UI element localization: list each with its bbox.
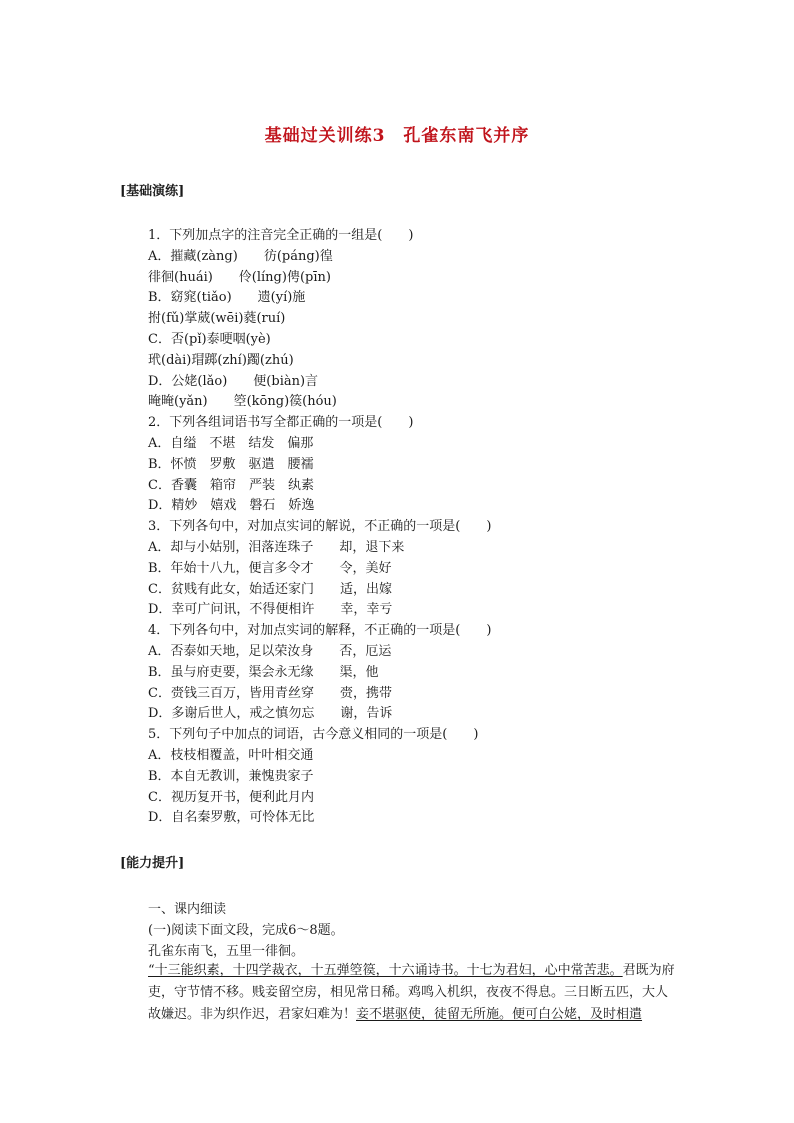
question-2: 2．下列各组词语书写全都正确的一项是( ) [148, 415, 414, 431]
q3-option-b: B．年始十八九，便言多令才 令，美好 [148, 560, 392, 576]
reading-passage [148, 960, 678, 1026]
q1-option-d-cont: 晻晻(yǎn) 箜(kōng)篌(hóu) [148, 394, 337, 410]
q5-option-a: A．枝枝相覆盖，叶叶相交通 [148, 747, 314, 763]
q3-option-c: C．贫贱有此女，始适还家门 适，出嫁 [148, 581, 392, 597]
reading-opening-line: 孔雀东南飞，五里一徘徊。 [148, 943, 305, 959]
reading-heading: 一、课内细读 [148, 902, 227, 917]
question-4: 4．下列各句中，对加点实词的解释，不正确的一项是( ) [148, 623, 492, 639]
passage-underlined-sentence-2: 妾不堪驱使，徒留无所施。便可白公姥，及时相遣 [356, 1007, 643, 1022]
q1-option-b-cont: 拊(fǔ)掌葳(wēi)蕤(ruí) [148, 311, 286, 327]
reading-instruction: (一)阅读下面文段，完成6～8题。 [148, 922, 344, 938]
question-5: 5．下列句子中加点的词语，古今意义相同的一项是( ) [148, 727, 479, 743]
q2-option-a: A．自缢 不堪 结发 偏那 [148, 435, 314, 451]
passage-text: 君既为府吏，守节情不移。贱妾留空房，相见常日稀。鸡鸣入机织，夜夜不得息。三日断五匹，大人故嫌迟。非为织作迟，君家妇难为！ [148, 963, 675, 1022]
q1-option-c-cont: 玳(dài)瑁踯(zhí)躅(zhú) [148, 352, 294, 368]
q3-option-a: A．却与小姑别，泪落连珠子 却，退下来 [148, 539, 405, 555]
passage-paragraph [148, 960, 678, 1026]
q1-option-a: A．摧藏(zàng) 彷(páng)徨 [148, 248, 333, 264]
question-list [148, 226, 688, 829]
q5-option-c: C．视历复开书，便利此月内 [148, 789, 314, 805]
q4-option-b: B．虽与府吏要，渠会永无缘 渠，他 [148, 664, 379, 680]
q5-option-d: D．自名秦罗敷，可怜体无比 [148, 810, 315, 826]
q2-option-c: C．香囊 箱帘 严装 纨素 [148, 477, 314, 493]
q4-option-d: D．多谢后世人，戒之慎勿忘 谢，告诉 [148, 706, 393, 722]
q2-option-b: B．怀愤 罗敷 驱遣 腰襦 [148, 456, 314, 472]
page-title: 基础过关训练3 孔雀东南飞并序 [264, 126, 530, 146]
q1-option-b: B．窈窕(tiǎo) 遗(yí)施 [148, 290, 306, 306]
section-advanced-heading: [能力提升] [120, 856, 185, 871]
reading-section [148, 900, 688, 962]
question-1: 1．下列加点字的注音完全正确的一组是( ) [148, 228, 414, 243]
section-basic-heading: [基础演练] [120, 184, 185, 199]
passage-underlined-sentence-1: “十三能织素，十四学裁衣，十五弹箜篌，十六诵诗书。十七为君妇，心中常苦悲。 [148, 963, 623, 978]
q2-option-d: D．精妙 嬉戏 磐石 娇逸 [148, 498, 315, 514]
question-3: 3．下列各句中，对加点实词的解说，不正确的一项是( ) [148, 519, 492, 535]
q5-option-b: B．本自无教训，兼愧贵家子 [148, 768, 314, 784]
q1-option-a-cont: 徘徊(huái) 伶(líng)俜(pīn) [148, 269, 331, 285]
q1-option-c: C．否(pǐ)泰哽咽(yè) [148, 331, 271, 347]
q1-option-d: D．公姥(lǎo) 便(biàn)言 [148, 373, 319, 389]
q3-option-d: D．幸可广问讯，不得便相许 幸，幸亏 [148, 602, 393, 618]
q4-option-c: C．赍钱三百万，皆用青丝穿 赍，携带 [148, 685, 392, 701]
q4-option-a: A．否泰如天地，足以荣汝身 否，厄运 [148, 643, 392, 659]
